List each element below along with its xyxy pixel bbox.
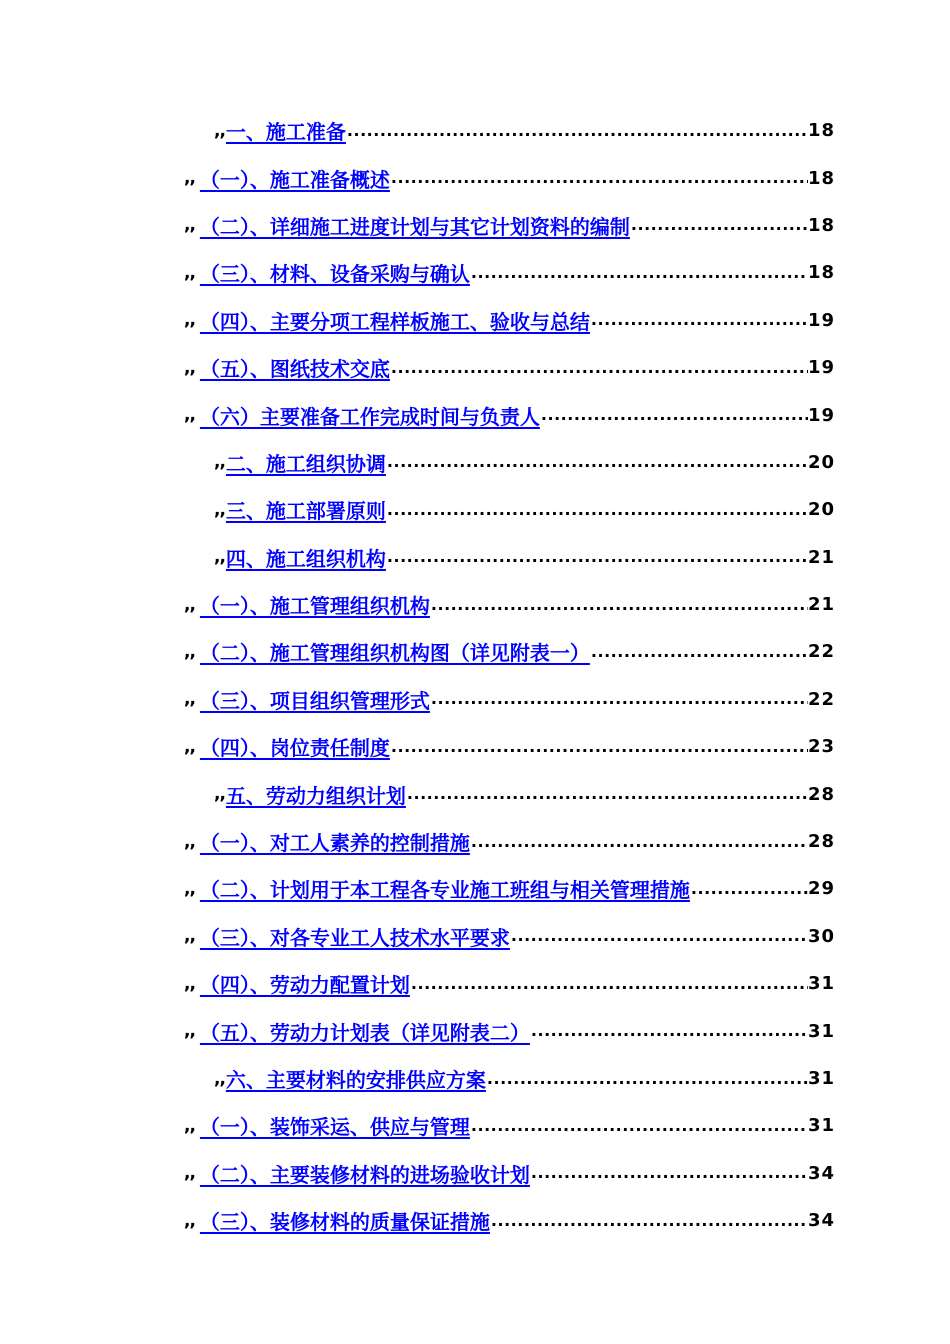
toc-entry-page-number: 23: [807, 736, 835, 758]
dot-leader: [430, 691, 808, 707]
dot-leader: [346, 123, 808, 139]
dot-leader: [410, 976, 808, 992]
toc-entry-link[interactable]: （二）、计划用于本工程各专业施工班组与相关管理措施: [199, 878, 690, 903]
toc-entry[interactable]: [0, 723, 950, 770]
toc-entry-link[interactable]: 六、主要材料的安排供应方案: [225, 1068, 486, 1092]
toc-entry-page-number: 31: [807, 1115, 835, 1137]
toc-entry-marker: ,,: [184, 1210, 195, 1231]
dot-leader: [386, 549, 808, 565]
toc-entry-link[interactable]: （五）、劳动力计划表（详见附表二）: [199, 1020, 530, 1045]
toc-entry-link[interactable]: （一）、装饰采运、供应与管理: [199, 1115, 470, 1140]
toc-entry-marker: ,,: [184, 973, 195, 994]
toc-entry-marker: ,,: [184, 878, 195, 899]
dot-leader: [386, 454, 808, 470]
toc-entry-link[interactable]: 五、劳动力组织计划: [225, 783, 406, 808]
toc-entry-page-number: 18: [807, 262, 835, 284]
toc-entry[interactable]: [0, 628, 950, 675]
toc-entry-marker: ,,: [184, 641, 195, 662]
toc-entry-page-number: 21: [807, 594, 835, 616]
toc-entry-page-number: 21: [807, 546, 835, 568]
toc-entry-link[interactable]: （三）、装修材料的质量保证措施: [199, 1210, 490, 1235]
toc-entry-page-number: 20: [807, 451, 835, 473]
dot-leader: [470, 834, 808, 850]
dot-leader: [490, 1213, 808, 1229]
toc-entry-link[interactable]: 二、施工组织协调: [225, 451, 386, 476]
toc-entry-marker: ,,: [214, 499, 225, 520]
toc-entry[interactable]: [0, 344, 950, 391]
toc-entry[interactable]: [0, 439, 950, 486]
toc-entry-page-number: 22: [807, 641, 835, 663]
dot-leader: [530, 1165, 808, 1181]
toc-entry-page-number: 19: [807, 309, 835, 331]
toc-entry-page-number: 18: [807, 120, 835, 142]
dot-leader: [590, 312, 808, 328]
toc-entry[interactable]: [0, 581, 950, 628]
toc-entry[interactable]: [0, 154, 950, 201]
toc-entry-link[interactable]: （四）、劳动力配置计划: [199, 973, 410, 998]
toc-entry-link[interactable]: （一）、对工人素养的控制措施: [199, 831, 470, 856]
toc-entry-page-number: 31: [807, 973, 835, 995]
toc-entry[interactable]: [0, 1102, 950, 1149]
dot-leader: [390, 739, 808, 755]
toc-entry-link[interactable]: 一、施工准备: [225, 120, 346, 145]
toc-entry[interactable]: [0, 297, 950, 344]
dot-leader: [470, 1118, 808, 1134]
dot-leader: [540, 407, 808, 423]
toc-entry-page-number: 28: [807, 783, 835, 805]
toc-entry[interactable]: [0, 1197, 950, 1244]
toc-entry-link[interactable]: （二）、主要装修材料的进场验收计划: [199, 1162, 530, 1187]
toc-entry-page-number: 18: [807, 214, 835, 236]
toc-entry-marker: ,,: [184, 357, 195, 378]
toc-entry[interactable]: [0, 1007, 950, 1054]
table-of-contents: [0, 107, 950, 1244]
toc-entry[interactable]: [0, 1150, 950, 1197]
toc-entry-link[interactable]: （一）、施工管理组织机构: [199, 594, 430, 619]
toc-entry-link[interactable]: （二）、详细施工进度计划与其它计划资料的编制: [199, 214, 630, 239]
toc-entry[interactable]: [0, 249, 950, 296]
toc-entry-page-number: 31: [807, 1068, 835, 1089]
toc-entry-link[interactable]: （一）、施工准备概述: [199, 167, 390, 192]
toc-entry-marker: ,,: [184, 831, 195, 852]
toc-entry-page-number: 29: [807, 878, 835, 900]
toc-entry-link[interactable]: （二）、施工管理组织机构图（详见附表一）: [199, 641, 590, 666]
toc-entry-marker: ,,: [184, 1021, 195, 1042]
toc-entry-marker: ,,: [184, 1163, 195, 1184]
toc-entry-page-number: 19: [807, 357, 835, 379]
toc-entry-marker: ,,: [214, 452, 225, 473]
toc-entry-link[interactable]: 四、施工组织机构: [225, 546, 386, 571]
dot-leader: [390, 170, 808, 186]
toc-entry-marker: ,,: [214, 784, 225, 805]
toc-entry-marker: ,,: [184, 310, 195, 331]
toc-entry-link[interactable]: （三）、材料、设备采购与确认: [199, 262, 470, 287]
toc-entry[interactable]: [0, 107, 950, 154]
toc-entry-marker: ,,: [184, 405, 195, 426]
toc-entry[interactable]: [0, 913, 950, 960]
toc-entry-page-number: 20: [807, 499, 835, 521]
toc-entry-marker: ,,: [214, 547, 225, 568]
toc-entry[interactable]: [0, 1055, 950, 1102]
toc-entry-link[interactable]: （四）、岗位责任制度: [199, 736, 390, 761]
dot-leader: [406, 786, 808, 802]
toc-entry-page-number: 34: [807, 1162, 835, 1184]
toc-entry[interactable]: [0, 391, 950, 438]
toc-entry[interactable]: [0, 202, 950, 249]
toc-entry-page-number: 30: [807, 925, 835, 947]
toc-entry-page-number: 31: [807, 1020, 835, 1042]
dot-leader: [530, 1023, 808, 1039]
dot-leader: [430, 597, 808, 613]
dot-leader: [386, 502, 808, 518]
toc-entry-marker: ,,: [184, 689, 195, 710]
toc-entry-link[interactable]: （三）、对各专业工人技术水平要求: [199, 925, 510, 950]
toc-entry-page-number: 19: [807, 404, 835, 426]
dot-leader: [590, 644, 808, 660]
toc-entry-marker: ,,: [184, 1115, 195, 1136]
toc-entry-page-number: 34: [807, 1210, 835, 1232]
toc-entry-marker: ,,: [184, 736, 195, 757]
toc-entry-link[interactable]: （六）主要准备工作完成时间与负责人: [199, 404, 540, 429]
toc-entry[interactable]: [0, 960, 950, 1007]
toc-entry[interactable]: [0, 770, 950, 817]
toc-entry-page-number: 28: [807, 831, 835, 853]
toc-entry-marker: ,,: [184, 215, 195, 236]
toc-entry[interactable]: [0, 486, 950, 533]
toc-entry-link[interactable]: （四）、主要分项工程样板施工、验收与总结: [199, 309, 590, 334]
toc-entry-marker: ,,: [184, 594, 195, 615]
toc-entry-link[interactable]: （五）、图纸技术交底: [199, 357, 390, 382]
toc-entry-marker: ,,: [184, 168, 195, 189]
dot-leader: [390, 360, 808, 376]
dot-leader: [630, 217, 808, 233]
toc-entry-marker: ,,: [214, 1068, 225, 1089]
dot-leader: [470, 265, 808, 281]
toc-entry-link[interactable]: （三）、项目组织管理形式: [199, 688, 430, 713]
dot-leader: [510, 928, 808, 944]
toc-entry[interactable]: [0, 676, 950, 723]
toc-entry-page-number: 22: [807, 688, 835, 710]
dot-leader: [486, 1071, 808, 1087]
toc-entry-page-number: 18: [807, 167, 835, 189]
dot-leader: [690, 881, 808, 897]
toc-entry-link[interactable]: 三、施工部署原则: [225, 499, 386, 524]
toc-entry-marker: ,,: [214, 120, 225, 141]
toc-entry-marker: ,,: [184, 926, 195, 947]
toc-entry[interactable]: [0, 534, 950, 581]
toc-entry[interactable]: [0, 865, 950, 912]
toc-entry[interactable]: [0, 818, 950, 865]
toc-entry-marker: ,,: [184, 262, 195, 283]
